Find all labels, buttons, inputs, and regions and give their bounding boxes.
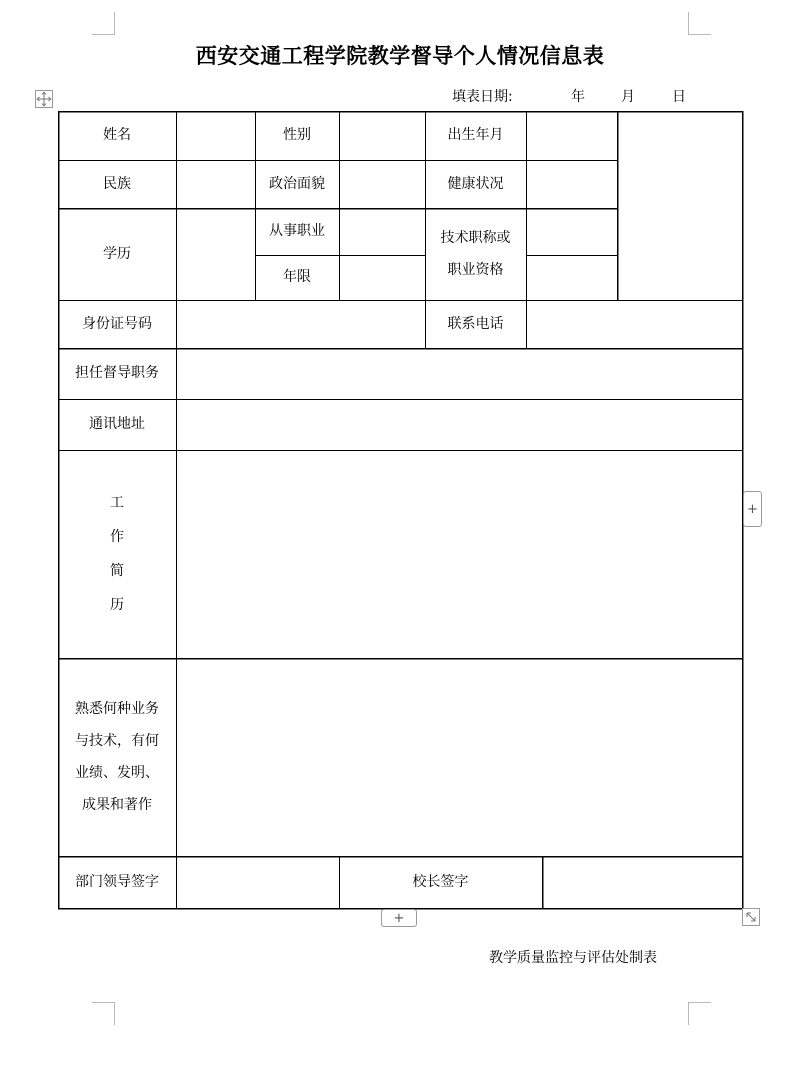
id-input[interactable]: [176, 300, 425, 348]
education-input[interactable]: [176, 208, 255, 300]
gender-input[interactable]: [339, 111, 425, 160]
document-title: 西安交通工程学院教学督导个人情况信息表: [195, 43, 605, 68]
occupation-input[interactable]: [339, 208, 425, 255]
resume-label-char-2: 作: [110, 529, 124, 545]
ethnicity-label: 民族: [103, 175, 131, 192]
qualification-input[interactable]: [526, 255, 617, 300]
political-label: 政治面貌: [269, 175, 325, 192]
resume-label-char-4: 历: [110, 597, 124, 613]
table-resize-icon[interactable]: [742, 908, 760, 926]
expertise-label: [58, 658, 176, 856]
dept-sign-label: 部门领导签字: [75, 873, 159, 890]
gender-label: 性别: [283, 127, 311, 144]
title-input[interactable]: [526, 208, 617, 255]
dept-sign-input[interactable]: [176, 856, 339, 908]
education-label: 学历: [103, 245, 131, 262]
fill-date-day: 日: [672, 89, 686, 105]
expertise-input[interactable]: [176, 658, 742, 856]
resume-label-char-1: 工: [110, 495, 124, 511]
years-label: 年限: [283, 269, 311, 286]
title-label-line1: 技术职称或: [440, 230, 511, 246]
occupation-label: 从事职业: [269, 223, 325, 240]
phone-input[interactable]: [526, 300, 742, 348]
duty-input[interactable]: [176, 348, 742, 399]
resume-label: [58, 450, 176, 658]
id-label: 身份证号码: [82, 315, 152, 332]
health-label: 健康状况: [447, 175, 504, 192]
fill-date-label: 填表日期:: [452, 89, 513, 105]
name-input[interactable]: [176, 111, 255, 160]
footer-note: 教学质量监控与评估处制表: [489, 950, 657, 966]
resume-label-char-3: 简: [110, 563, 124, 579]
birth-input[interactable]: [526, 111, 617, 160]
title-label-line2: 职业资格: [447, 262, 504, 278]
add-column-button[interactable]: +: [743, 491, 762, 527]
years-input[interactable]: [339, 255, 425, 300]
health-input[interactable]: [526, 160, 617, 208]
expertise-label-line-4: 成果和著作: [82, 797, 152, 813]
title-label: [425, 208, 526, 300]
resume-input[interactable]: [176, 450, 742, 658]
add-row-button[interactable]: +: [381, 909, 417, 927]
fill-date-month: 月: [621, 89, 635, 105]
political-input[interactable]: [339, 160, 425, 208]
expertise-label-line-3: 业绩、发明、: [75, 765, 159, 781]
president-sign-label: 校长签字: [412, 873, 469, 890]
duty-label: 担任督导职务: [75, 365, 159, 382]
phone-label: 联系电话: [447, 315, 504, 332]
address-label: 通讯地址: [89, 416, 145, 433]
ethnicity-input[interactable]: [176, 160, 255, 208]
address-input[interactable]: [176, 399, 742, 450]
expertise-label-line-2: 与技术，有何: [75, 733, 159, 749]
president-sign-input[interactable]: [542, 856, 742, 908]
expertise-label-line-1: 熟悉何种业务: [75, 701, 159, 717]
name-label: 姓名: [103, 127, 131, 144]
photo-cell[interactable]: [617, 111, 742, 300]
fill-date-year: 年: [571, 89, 585, 105]
birth-label: 出生年月: [447, 127, 504, 144]
